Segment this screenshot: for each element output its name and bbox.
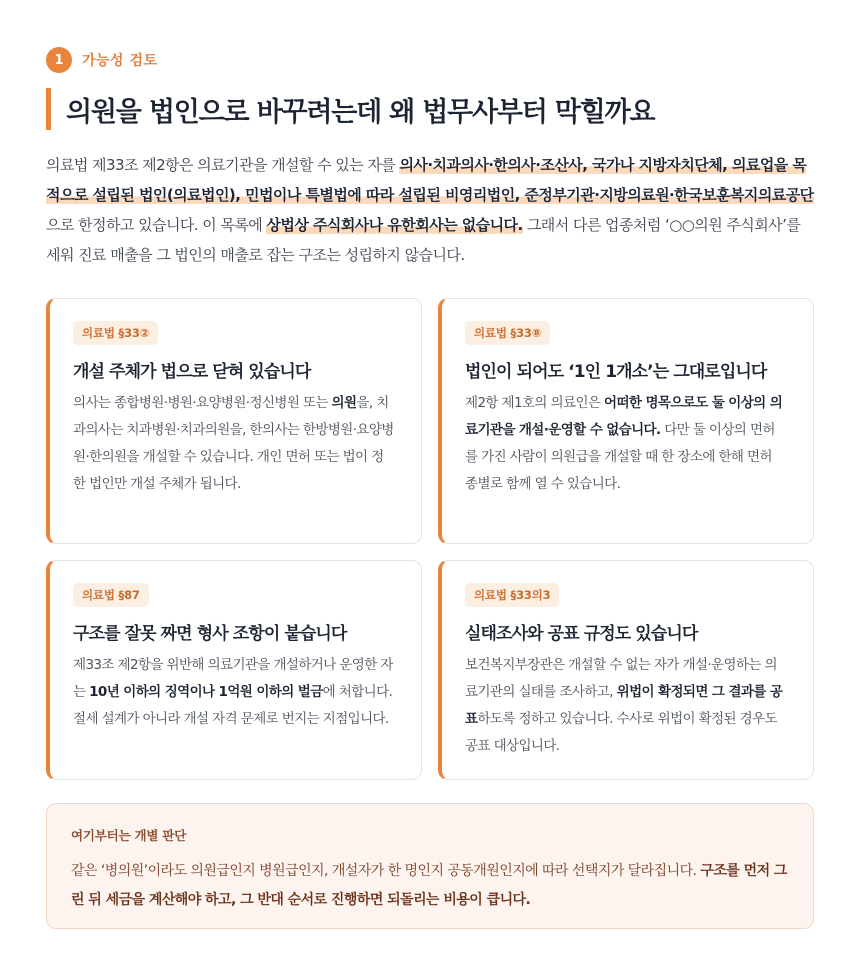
card-emphasis: 10년 이하의 징역이나 1억원 이하의 벌금: [89, 684, 323, 700]
card-body: [465, 390, 787, 498]
info-card: [46, 298, 422, 544]
card-text: 의사는 종합병원·병원·요양병원·정신병원 또는: [73, 395, 332, 411]
card-body: [465, 652, 787, 760]
info-card: [438, 298, 814, 544]
card-text: 하도록 정하고 있습니다. 수사로 위법이 확정된 경우도 공표 대상입니다.: [465, 711, 777, 754]
note-emphasis: 구조를 먼저 그린 뒤 세금을 계산해야 하고, 그 반대 순서로 진행하면 되돌리는 비용이 큽니다.: [71, 863, 787, 908]
card-emphasis: 위법이 확정되면 그 결과를 공표: [465, 684, 783, 727]
step-number-badge: 1: [46, 47, 72, 73]
card-title: 법인이 되어도 ‘1인 1개소’는 그대로입니다: [465, 362, 767, 382]
page-title: 의원을 법인으로 바꾸려는데 왜 법무사부터 막힐까요: [66, 96, 655, 128]
card-title: 개설 주체가 법으로 닫혀 있습니다: [73, 362, 311, 382]
intro-highlight: 상법상 주식회사나 유한회사는 없습니다.: [266, 216, 523, 234]
card-body: [73, 390, 395, 498]
law-badge: 의료법 §33⑧: [465, 321, 550, 345]
intro-paragraph: [46, 150, 814, 270]
intro-highlight: 의사·치과의사·한의사·조산사, 국가나 지방자치단체, 의료업을 목적으로 설립된 법인(의료법인), 민법이나 특별법에 따라 설립된 비영리법인, 준정부기관·지방의료원·한국보훈복지의료공단: [46, 156, 814, 204]
callout-note: [46, 803, 814, 929]
card-text: 제33조 제2항을 위반해 의료기관을 개설하거나 운영한 자는: [73, 657, 393, 700]
info-card: [46, 560, 422, 780]
card-text: 을, 치과의사는 치과병원·치과의원을, 한의사는 한방병원·요양병원·한의원을 개설할 수 있습니다. 개인 면허 또는 법이 정한 법인만 개설 주체가 됩니다.: [73, 395, 394, 492]
card-title: 구조를 잘못 짜면 형사 조항이 붙습니다: [73, 624, 347, 644]
card-text: 다만 둘 이상의 면허를 가진 사람이 의원급을 개설할 때 한 장소에 한해 면허 종별로 함께 열 수 있습니다.: [465, 422, 775, 492]
card-body: [73, 652, 395, 733]
step-label: 가능성 검토: [82, 53, 158, 69]
law-badge: 의료법 §33의3: [465, 583, 559, 607]
card-emphasis: 어떠한 명목으로도 둘 이상의 의료기관을 개설·운영할 수 없습니다.: [465, 395, 783, 438]
intro-text: 그래서 다른 업종처럼 ‘○○의원 주식회사’를 세워 진료 매출을 그 법인의 매출로 잡는 구조는 성립하지 않습니다.: [46, 216, 801, 264]
note-body: [71, 857, 789, 915]
section-eyebrow: [46, 47, 158, 73]
law-badge: 의료법 §87: [73, 583, 149, 607]
law-badge: 의료법 §33②: [73, 321, 158, 345]
card-title: 실태조사와 공표 규정도 있습니다: [465, 624, 698, 644]
card-text: 보건복지부장관은 개설할 수 없는 자가 개설·운영하는 의료기관의 실태를 조사하고,: [465, 657, 777, 700]
intro-text: 으로 한정하고 있습니다. 이 목록에: [46, 216, 267, 234]
note-text: 같은 ‘병의원’이라도 의원급인지 병원급인지, 개설자가 한 명인지 공동개원인지에 따라 선택지가 달라집니다.: [71, 863, 701, 879]
title-block: [46, 88, 654, 130]
note-label: 여기부터는 개별 판단: [71, 828, 187, 843]
info-card: [438, 560, 814, 780]
intro-text: 의료법 제33조 제2항은 의료기관을 개설할 수 있는 자를: [46, 156, 400, 174]
card-emphasis: 의원: [331, 395, 357, 411]
card-text: 제2항 제1호의 의료인은: [465, 395, 605, 411]
card-text: 에 처합니다. 절세 설계가 아니라 개설 자격 문제로 번지는 지점입니다.: [73, 684, 393, 727]
